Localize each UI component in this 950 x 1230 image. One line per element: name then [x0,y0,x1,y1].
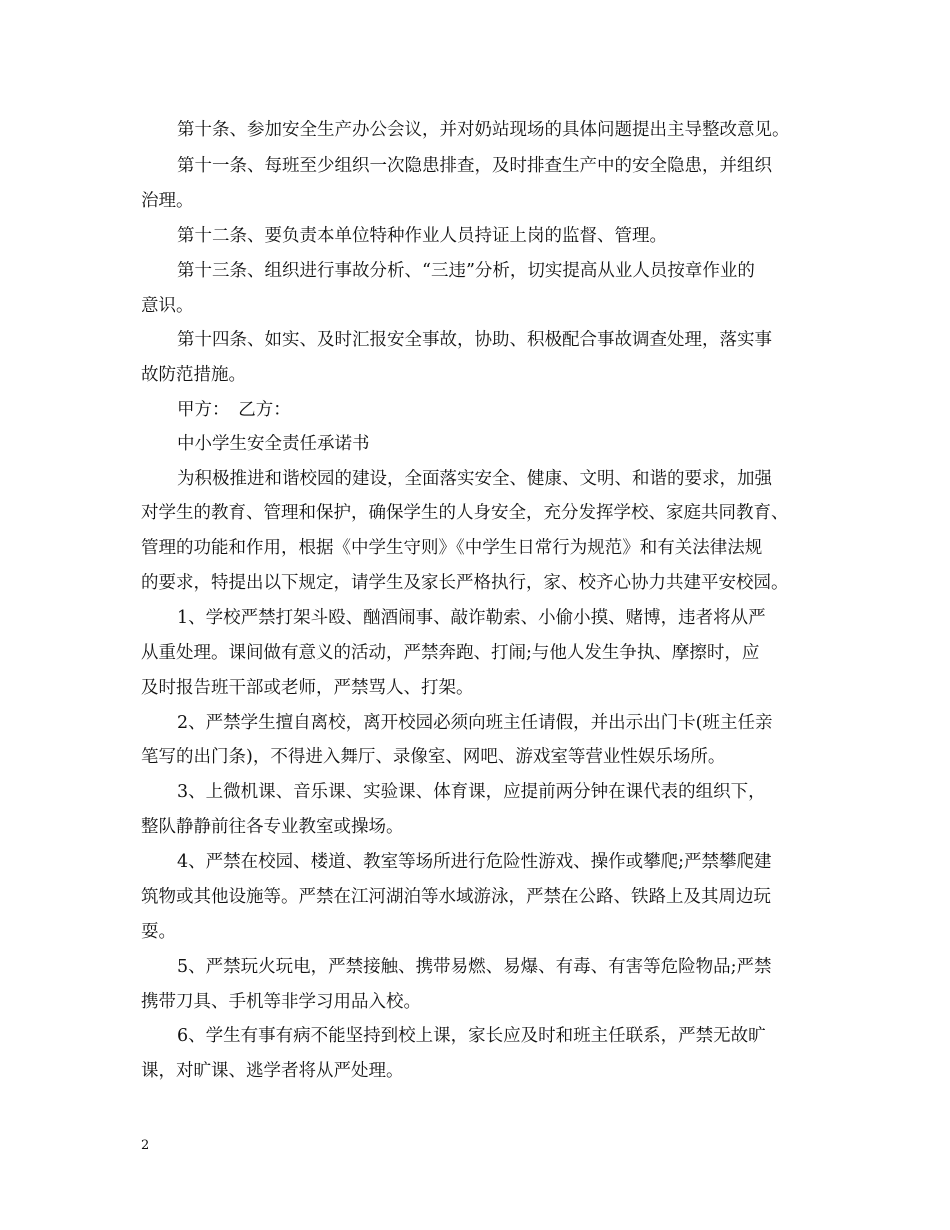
text-line: 第十二条、要负责本单位特种作业人员持证上岗的监督、管理。 [177,226,667,246]
text-line: 为积极推进和谐校园的建设，全面落实安全、健康、文明、和谐的要求，加强 [177,469,772,489]
text-line: 5、严禁玩火玩电，严禁接触、携带易燃、易爆、有毒、有害等危险物品;严禁 [177,957,772,977]
text-line: 1、学校严禁打架斗殴、酗酒闹事、敲诈勒索、小偷小摸、赌博，违者将从严 [177,608,766,628]
text-line: 第十条、参加安全生产办公会议，并对奶站现场的具体问题提出主导整改意见。 [177,120,790,140]
text-line: 笔写的出门条)，不得进入舞厅、录像室、网吧、游戏室等营业性娱乐场所。 [141,747,726,767]
text-line: 的要求，特提出以下规定，请学生及家长严格执行，家、校齐心协力共建平安校园。 [141,573,789,593]
text-line: 意识。 [141,296,194,316]
text-line: 管理的功能和作用，根据《中学生守则》《中学生日常行为规范》和有关法律法规 [141,538,763,558]
signature-line: 甲方： 乙方： [177,400,291,420]
page-number: 2 [141,1138,150,1153]
text-line: 耍。 [141,922,176,942]
text-line: 筑物或其他设施等。严禁在江河湖泊等水域游泳，严禁在公路、铁路上及其周边玩 [141,887,771,907]
text-line: 整队静静前往各专业教室或操场。 [141,817,404,837]
text-line: 6、学生有事有病不能坚持到校上课，家长应及时和班主任联系，严禁无故旷 [177,1026,766,1046]
text-line: 第十四条、如实、及时汇报安全事故，协助、积极配合事故调查处理，落实事 [177,330,772,350]
text-line: 从重处理。课间做有意义的活动，严禁奔跑、打闹;与他人发生争执、摩擦时，应 [141,643,760,663]
text-line: 故防范措施。 [141,365,246,385]
text-line: 3、上微机课、音乐课、实验课、体育课，应提前两分钟在课代表的组织下， [177,782,766,802]
text-line: 课，对旷课、逃学者将从严处理。 [141,1061,404,1081]
text-line: 第十一条、每班至少组织一次隐患排查，及时排查生产中的安全隐患，并组织 [177,156,772,176]
text-line: 携带刀具、手机等非学习用品入校。 [141,992,421,1012]
text-line: 4、严禁在校园、楼道、教室等场所进行危险性游戏、操作或攀爬;严禁攀爬建 [177,852,772,872]
text-line: 对学生的教育、管理和保护，确保学生的人身安全，充分发挥学校、家庭共同教育、 [141,503,789,523]
text-line: 治理。 [141,191,194,211]
text-line: 及时报告班干部或老师，严禁骂人、打架。 [141,678,474,698]
text-line: 2、严禁学生擅自离校，离开校园必须向班主任请假，并出示出门卡(班主任亲 [177,713,773,733]
text-line: 第十三条、组织进行事故分析、“三违”分析，切实提高从业人员按章作业的 [177,261,755,281]
section-title: 中小学生安全责任承诺书 [177,434,370,454]
